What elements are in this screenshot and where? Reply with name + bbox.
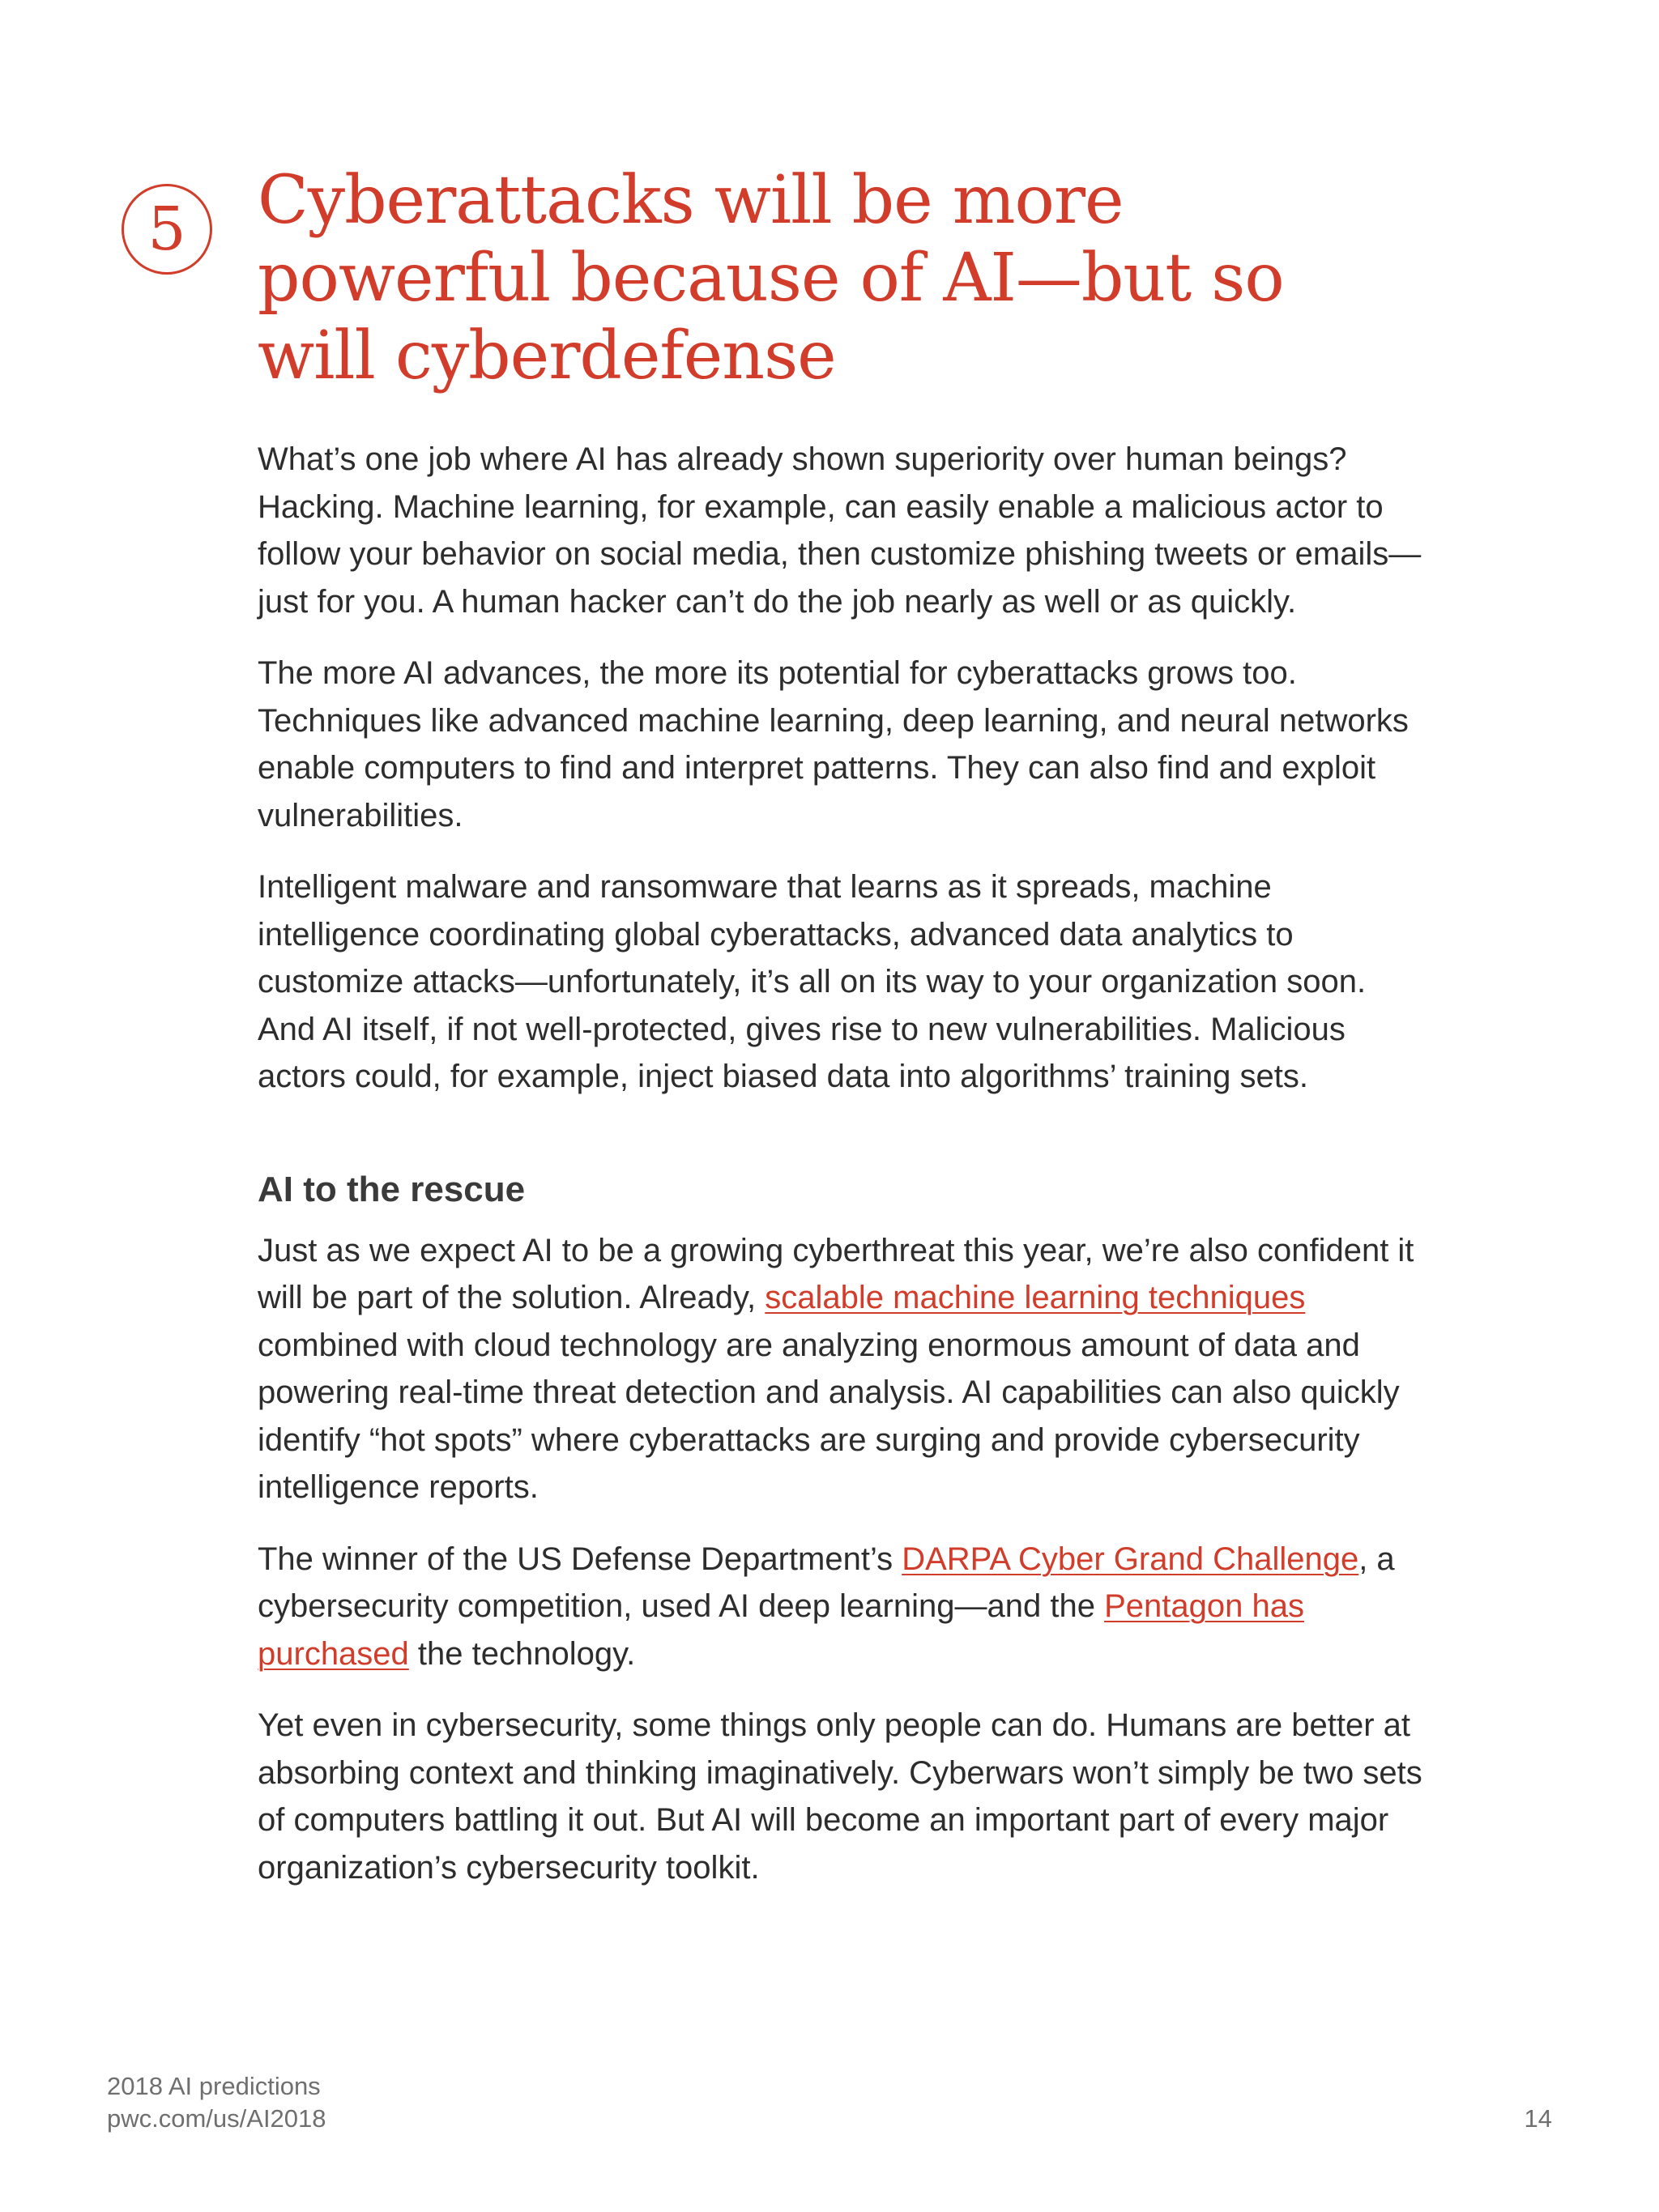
rescue-p1-text-after: combined with cloud technology are analyzing enormous amount of data and powering real-time threat detection and analysis. AI capabilities can also quickly identify “hot spots” where cyberattacks are surging and provide cybersecurity intelligence reports. bbox=[258, 1327, 1400, 1505]
rescue-p2-text-before: The winner of the US Defense Department’s bbox=[258, 1541, 902, 1577]
title-line-1: Cyberattacks will be more bbox=[258, 162, 1124, 239]
section-subheading: AI to the rescue bbox=[258, 1169, 526, 1209]
footer-url: pwc.com/us/AI2018 bbox=[107, 2104, 326, 2133]
footer-report-title: 2018 AI predictions bbox=[107, 2072, 321, 2100]
advances-paragraph: The more AI advances, the more its potential for cyberattacks grows too. Techniques like advanced machine learning, deep learning, and neural networks enable computers to find and interpret patterns. They can also find and exploit vulnerabilities. bbox=[258, 655, 1409, 833]
rescue-paragraph-3: Yet even in cybersecurity, some things only people can do. Humans are better at absorbing context and thinking imaginatively. Cyberwars won’t simply be two sets of computers battling it out. But AI will become an important part of every major organization’s cybersecurity toolkit. bbox=[258, 1707, 1422, 1886]
malware-paragraph: Intelligent malware and ransomware that learns as it spreads, machine intelligence coordinating global cyberattacks, advanced data analytics to customize attacks—unfortunately, it’s all on its way to your organization soon. And AI itself, if not well-protected, gives rise to new vulnerabilities. Malicious actors could, for example, inject biased data into algorithms’ training sets. bbox=[258, 869, 1367, 1094]
darpa-challenge-link[interactable]: DARPA Cyber Grand Challenge bbox=[902, 1541, 1359, 1577]
intro-paragraph: What’s one job where AI has already shown superiority over human beings? Hacking. Machine learning, for example, can easily enable a malicious actor to follow your behavior on social media, then customize phishing tweets or emails—just for you. A human hacker can’t do the job nearly as well or as quickly. bbox=[258, 441, 1422, 620]
rescue-p2-text-after: the technology. bbox=[408, 1635, 636, 1672]
pentagon-purchased-link[interactable]: Pentagon has purchased bbox=[258, 1588, 1304, 1672]
rescue-p1-text-before: Just as we expect AI to be a growing cyberthreat this year, we’re also confident it will be part of the solution. Already, bbox=[258, 1232, 1414, 1315]
scalable-ml-link[interactable]: scalable machine learning techniques bbox=[765, 1280, 1306, 1315]
article-body bbox=[258, 436, 1424, 1916]
title-line-3: will cyberdefense bbox=[258, 318, 836, 394]
page-title bbox=[258, 162, 1311, 395]
rescue-p2-text-mid: , a cybersecurity competition, used AI deep learning—and the bbox=[258, 1541, 1395, 1624]
page-number: 14 bbox=[1524, 2104, 1552, 2133]
rescue-paragraph-2 bbox=[258, 1536, 1424, 1678]
footer-info bbox=[107, 2070, 326, 2135]
title-line-2: powerful because of AI—but so bbox=[258, 240, 1284, 317]
section-number: 5 bbox=[147, 194, 186, 264]
section-number-badge bbox=[122, 184, 212, 275]
rescue-paragraph-1 bbox=[258, 1227, 1424, 1511]
